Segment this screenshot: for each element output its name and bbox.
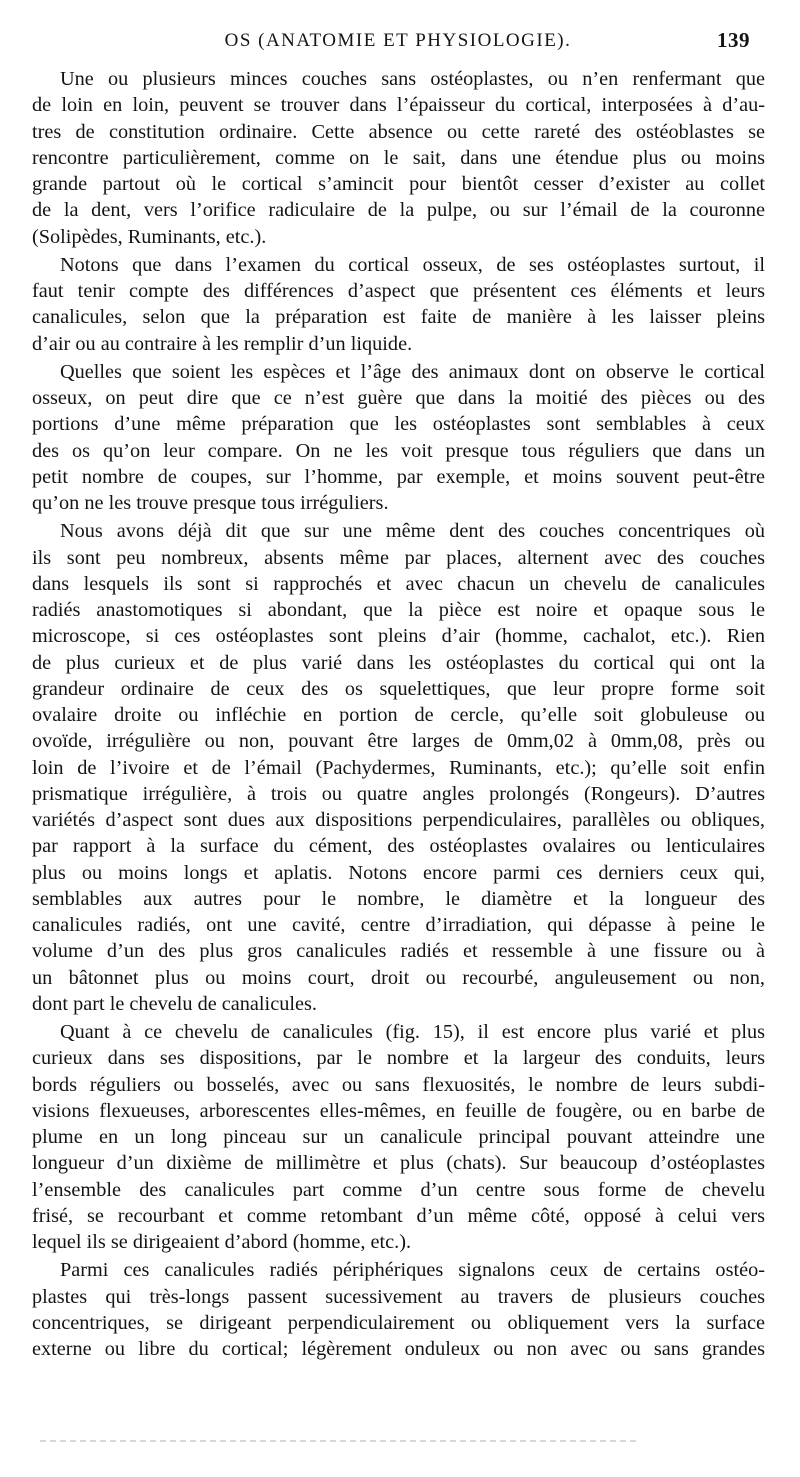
text-line: curieux dans ses dispositions, par le nombre et la largeur des conduits, leurs [32,1047,765,1070]
text-line: Parmi ces canalicules radiés périphériques signalons ceux de certains ostéo- [60,1259,765,1282]
text-line: tres de constitution ordinaire. Cette absence ou cette rareté des ostéoblastes se [32,120,765,143]
text-line: longueur d’un dixième de millimètre et plus (chats). Sur beaucoup d’ostéoplastes [32,1152,765,1175]
text-line: prismatique irrégulière, à trois ou quatre angles prolongés (Rongeurs). D’autres [32,782,765,805]
paragraph [32,66,765,250]
paragraph [32,1257,765,1362]
text-line: l’ensemble des canalicules part comme d’un centre sous forme de chevelu [32,1178,765,1201]
text-line: Nous avons déjà dit que sur une même dent des couches concentriques où [60,520,765,543]
text-line: externe ou libre du cortical; légèrement onduleux ou non avec ou sans grandes [32,1338,765,1360]
text-line: ovoïde, irrégulière ou non, pouvant être larges de 0mm,02 à 0mm,08, près ou [32,730,765,753]
text-line: (Solipèdes, Ruminants, etc.). [32,225,267,248]
text-line: osseux, on peut dire que ce n’est guère que dans la moitié des pièces ou des [32,387,765,409]
text-line: Une ou plusieurs minces couches sans ostéoplastes, ou n’en renfermant que [60,68,765,90]
page-number: 139 [717,28,750,52]
body-text [32,66,765,1364]
text-line: Notons que dans l’examen du cortical osseux, de ses ostéoplastes surtout, il [60,253,765,276]
text-line: de plus curieux et de plus varié dans les ostéoplastes du cortical qui ont la [32,651,765,674]
text-line: volume d’un des plus gros canalicules radiés et ressemble à une fissure ou à [32,940,765,963]
text-line: dans lesquels ils sont si rapprochés et avec chacun un chevelu de canalicules [32,572,765,595]
text-line: un bâtonnet plus ou moins court, droit ou recourbé, anguleusement ou non, [32,966,765,989]
text-line: concentriques, se dirigeant perpendiculairement ou obliquement vers la surface [32,1311,765,1334]
text-line: plastes qui très-longs passent sucessivement au travers de plusieurs couches [32,1285,765,1308]
footer-rule [40,1440,640,1442]
text-line: ils sont peu nombreux, absents même par places, alternent avec des couches [32,546,765,569]
paragraph [32,1019,765,1255]
text-line: canalicules, selon que la préparation est faite de manière à les laisser pleins [32,306,765,329]
text-line: rencontre particulièrement, comme on le sait, dans une étendue plus ou moins [32,146,765,169]
text-line: microscope, si ces ostéoplastes sont pleins d’air (homme, cachalot, etc.). Rien [32,625,765,648]
text-line: dont part le chevelu de canalicules. [32,992,317,1015]
text-line: faut tenir compte des différences d’aspect que présentent ces éléments et leurs [32,280,765,302]
text-line: frisé, se recourbant et comme retombant d’un même côté, opposé à celui vers [32,1204,765,1227]
text-line: ovalaire droite ou infléchie en portion de cercle, qu’elle soit globuleuse ou [32,704,765,726]
text-line: qu’on ne les trouve presque tous irréguliers. [32,492,389,514]
text-line: plume en un long pinceau sur un canalicule principal pouvant atteindre une [32,1126,765,1148]
text-line: de loin en loin, peuvent se trouver dans l’épaisseur du cortical, interposées à d’au- [32,94,765,117]
text-line: des os qu’on leur compare. On ne les voit presque tous réguliers que dans un [32,439,765,462]
text-line: plus ou moins longs et aplatis. Notons encore parmi ces derniers ceux qui, [32,861,765,884]
paragraph [32,518,765,1017]
text-line: Quelles que soient les espèces et l’âge des animaux dont on observe le cortical [60,360,765,383]
text-line: portions d’une même préparation que les ostéoplastes sont semblables à ceux [32,413,765,436]
text-line: bords réguliers ou bosselés, avec ou sans flexuosités, le nombre de leurs subdi- [32,1073,765,1096]
paragraph [32,359,765,517]
text-line: canalicules radiés, ont une cavité, centre d’irradiation, qui dépasse à peine le [32,914,765,936]
text-line: petit nombre de coupes, sur l’homme, par exemple, et moins souvent peut-être [32,465,765,488]
paragraph [32,252,765,357]
running-title: OS (ANATOMIE ET PHYSIOLOGIE). [224,30,572,51]
text-line: de la dent, vers l’orifice radiculaire de la pulpe, ou sur l’émail de la couronne [32,199,765,222]
text-line: lequel ils se dirigeaient d’abord (homme, etc.). [32,1231,412,1253]
text-line: radiés anastomotiques si abondant, que la pièce est noire et opaque sous le [32,599,765,621]
text-line: visions flexueuses, arborescentes elles-mêmes, en feuille de fougère, ou en barbe de [32,1099,765,1122]
text-line: par rapport à la surface du cément, des ostéoplastes ovalaires ou lenticulaires [32,835,765,858]
text-line: grande partout où le cortical s’amincit pour bientôt cesser d’exister au collet [32,173,765,195]
text-line: d’air ou au contraire à les remplir d’un liquide. [32,332,413,355]
running-head [32,30,764,58]
text-line: variétés d’aspect sont dues aux dispositions perpendiculaires, parallèles ou obliques, [32,809,765,831]
text-line: semblables aux autres pour le nombre, le diamètre et la longueur des [32,887,765,910]
text-line: grandeur ordinaire de ceux des os squelettiques, que leur propre forme soit [32,677,765,700]
text-line: loin de l’ivoire et de l’émail (Pachydermes, Ruminants, etc.); qu’elle soit enfin [32,756,765,779]
text-line: Quant à ce chevelu de canalicules (fig. 15), il est encore plus varié et plus [60,1021,765,1043]
